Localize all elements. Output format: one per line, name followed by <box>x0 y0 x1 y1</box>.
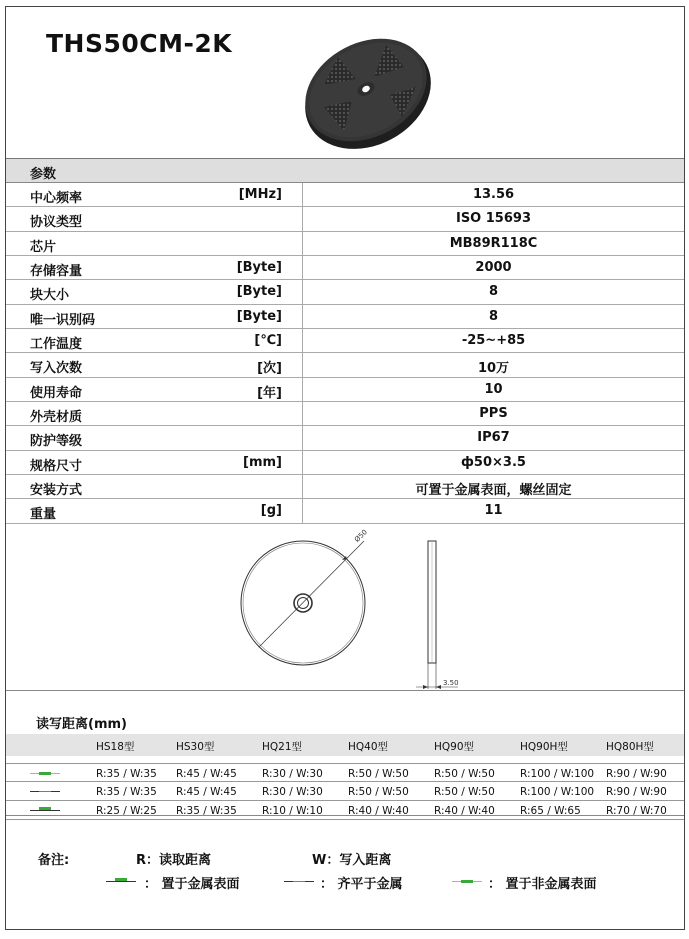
spec-name: 使用寿命 <box>30 385 83 401</box>
spec-unit: [年] <box>257 385 282 401</box>
table-row <box>6 763 684 782</box>
column-header: HQ21型 <box>262 741 303 753</box>
flush-mount-icon <box>30 790 60 793</box>
spec-value: -25~+85 <box>302 329 684 353</box>
dimension-drawing <box>6 525 684 691</box>
spec-row <box>6 305 684 329</box>
spec-row <box>6 402 684 426</box>
params-section-title: 参数 <box>30 167 57 182</box>
column-header: HS30型 <box>176 741 215 753</box>
spec-name: 规格尺寸 <box>30 458 83 474</box>
spec-value: 10万 <box>302 353 684 377</box>
table-cell: R:40 / W:40 <box>434 805 495 817</box>
table-cell: R:50 / W:50 <box>348 768 409 780</box>
table-cell: R:25 / W:25 <box>96 805 157 817</box>
spec-name: 中心频率 <box>30 191 83 206</box>
spec-row <box>6 451 684 475</box>
legend-flush: ： 齐平于金属 <box>320 877 403 892</box>
read-write-table <box>6 734 684 820</box>
table-cell: R:65 / W:65 <box>520 805 581 817</box>
column-header: HQ90H型 <box>520 741 568 753</box>
divider <box>6 815 684 816</box>
spec-row <box>6 232 684 256</box>
spec-value: 10 <box>302 378 684 402</box>
notes-label: 备注: <box>38 853 70 868</box>
legend-on-metal: ： 置于金属表面 <box>144 877 240 892</box>
spec-unit: [MHz] <box>238 187 282 202</box>
table-cell: R:50 / W:50 <box>434 768 495 780</box>
table-cell: R:45 / W:45 <box>176 786 237 798</box>
spec-value: MB89R118C <box>302 232 684 256</box>
notes-write: W：写入距离 <box>312 853 392 868</box>
datasheet <box>5 6 685 930</box>
table-cell: R:100 / W:100 <box>520 786 595 798</box>
spec-row <box>6 426 684 450</box>
table-cell: R:30 / W:30 <box>262 768 323 780</box>
spec-value: 8 <box>302 280 684 304</box>
spec-unit: [℃] <box>254 332 282 348</box>
table-cell: R:90 / W:90 <box>606 768 667 780</box>
spec-row <box>6 378 684 402</box>
spec-name: 协议类型 <box>30 215 83 231</box>
spec-table <box>6 183 684 524</box>
non-metal-mount-icon <box>30 772 60 775</box>
product-title: THS50CM-2K <box>46 29 233 58</box>
spec-name: 安装方式 <box>30 482 83 498</box>
spec-name: 存储容量 <box>30 263 83 279</box>
spec-unit: [Byte] <box>236 284 282 300</box>
table-cell: R:10 / W:10 <box>262 805 323 817</box>
column-header: HQ40型 <box>348 741 389 753</box>
thickness-label: 3.50 <box>443 679 459 687</box>
diameter-label: Ø50 <box>353 528 369 544</box>
notes-read: R：读取距离 <box>136 853 212 868</box>
table-cell: R:30 / W:30 <box>262 786 323 798</box>
column-header: HQ90型 <box>434 741 475 753</box>
spec-row <box>6 329 684 353</box>
table-cell: R:70 / W:70 <box>606 805 667 817</box>
on-metal-mount-icon <box>30 809 60 812</box>
table-row <box>6 801 684 820</box>
spec-row <box>6 280 684 304</box>
table-cell: R:35 / W:35 <box>176 805 237 817</box>
spec-name: 芯片 <box>30 239 57 255</box>
spec-unit: [mm] <box>243 454 282 470</box>
read-write-header <box>6 734 684 756</box>
flush-legend-icon <box>284 880 314 883</box>
spec-value: 8 <box>302 305 684 329</box>
on-metal-legend-icon <box>106 880 136 883</box>
spec-name: 外壳材质 <box>30 409 83 425</box>
spec-row <box>6 256 684 280</box>
spec-value: ф50×3.5 <box>302 451 684 475</box>
spec-name: 防护等级 <box>30 434 83 450</box>
spec-value: ISO 15693 <box>302 207 684 231</box>
spec-name: 块大小 <box>30 288 70 304</box>
spec-value: 13.56 <box>302 183 684 207</box>
spec-unit: [Byte] <box>236 259 282 275</box>
spec-unit: [g] <box>260 503 282 519</box>
technical-drawing-svg <box>6 525 684 691</box>
table-cell: R:45 / W:45 <box>176 768 237 780</box>
table-cell: R:40 / W:40 <box>348 805 409 817</box>
spec-row <box>6 353 684 377</box>
table-cell: R:50 / W:50 <box>348 786 409 798</box>
spec-row <box>6 499 684 523</box>
column-header: HQ80H型 <box>606 741 654 753</box>
table-cell: R:50 / W:50 <box>434 786 495 798</box>
spec-row <box>6 475 684 499</box>
legend-non-metal: ： 置于非金属表面 <box>488 877 597 892</box>
spec-value: 可置于金属表面，螺丝固定 <box>302 475 684 499</box>
non-metal-legend-icon <box>452 880 482 883</box>
spec-value: IP67 <box>302 426 684 450</box>
spec-unit: [Byte] <box>236 308 282 324</box>
table-cell: R:35 / W:35 <box>96 768 157 780</box>
spec-row <box>6 207 684 231</box>
spec-value: 2000 <box>302 256 684 280</box>
product-image <box>294 27 444 152</box>
spec-unit: [次] <box>257 361 282 377</box>
spec-value: 11 <box>302 499 684 523</box>
spec-name: 唯一识别码 <box>30 312 96 328</box>
table-cell: R:100 / W:100 <box>520 768 595 780</box>
table-cell: R:90 / W:90 <box>606 786 667 798</box>
header-section <box>6 7 684 159</box>
params-section-header <box>6 159 684 183</box>
spec-name: 重量 <box>30 507 57 523</box>
table-row <box>6 782 684 801</box>
column-header: HS18型 <box>96 741 135 753</box>
spec-row <box>6 183 684 207</box>
spec-value: PPS <box>302 402 684 426</box>
spec-name: 工作温度 <box>30 336 83 352</box>
spec-name: 写入次数 <box>30 361 83 377</box>
table-cell: R:35 / W:35 <box>96 786 157 798</box>
read-write-title: 读写距离(mm) <box>36 717 127 732</box>
